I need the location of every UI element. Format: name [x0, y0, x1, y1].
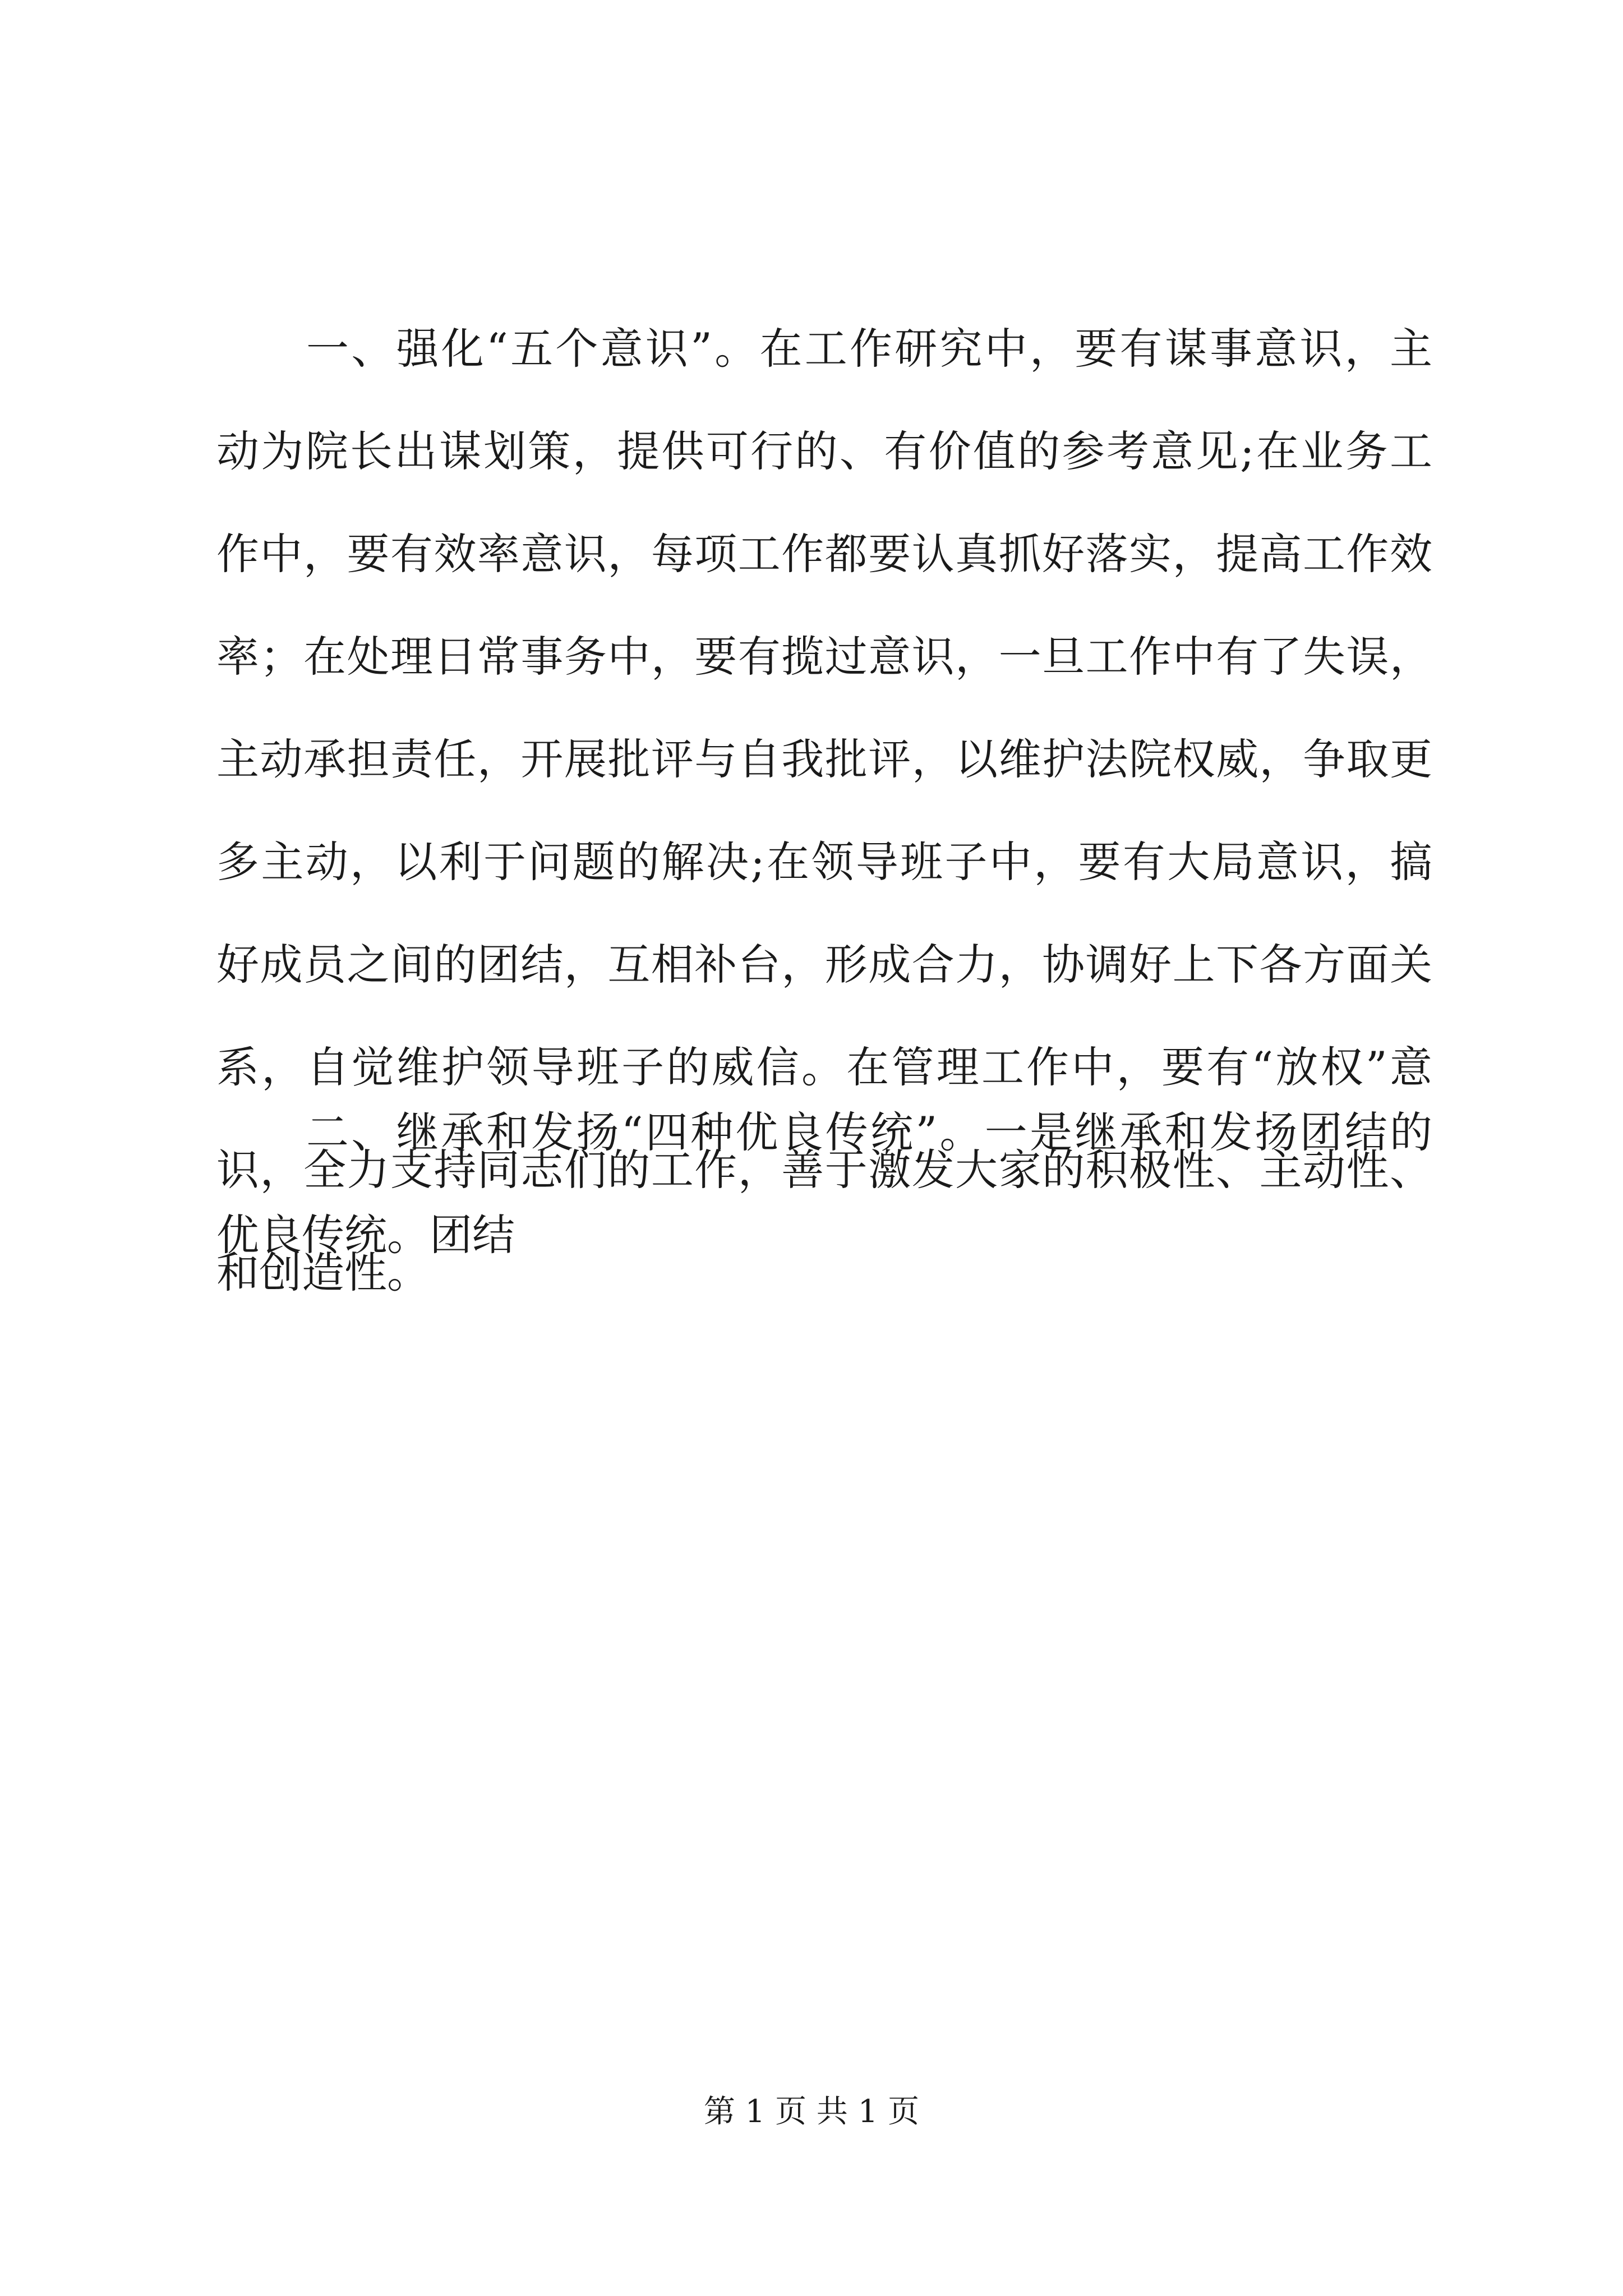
paragraph-line: 优良传统。团结 — [216, 1210, 515, 1260]
paragraph-2 — [216, 1081, 1432, 1286]
paragraph-line: 主动承担责任，开展批评与自我批评，以维护法院权威，争取更 — [216, 734, 1432, 784]
paragraph-line: 作中，要有效率意识，每项工作都要认真抓好落实，提高工作效 — [216, 529, 1432, 579]
paragraph-line: 多主动，以利于问题的解决;在领导班子中，要有大局意识，搞 — [216, 837, 1432, 887]
paragraph-line: 一、强化“五个意识”。在工作研究中，要有谋事意识，主 — [306, 324, 1432, 374]
paragraph-line: 系，自觉维护领导班子的威信。在管理工作中，要有“放权”意 — [216, 1042, 1432, 1092]
paragraph-line: 二、继承和发扬“四种优良传统”。一是继承和发扬团结的 — [306, 1107, 1432, 1157]
paragraph-line: 好成员之间的团结，互相补台，形成合力，协调好上下各方面关 — [216, 940, 1432, 990]
paragraph-line: 率；在处理日常事务中，要有揽过意识，一旦工作中有了失误， — [216, 632, 1432, 682]
paragraph-line: 和创造性。 — [216, 1248, 430, 1297]
page-number-footer: 第 1 页 共 1 页 — [703, 2093, 920, 2130]
paragraph-line: 识，全力支持同志们的工作，善于激发大家的积极性、主动性、 — [216, 1145, 1432, 1195]
paragraph-line: 动为院长出谋划策，提供可行的、有价值的参考意见;在业务工 — [216, 426, 1432, 476]
